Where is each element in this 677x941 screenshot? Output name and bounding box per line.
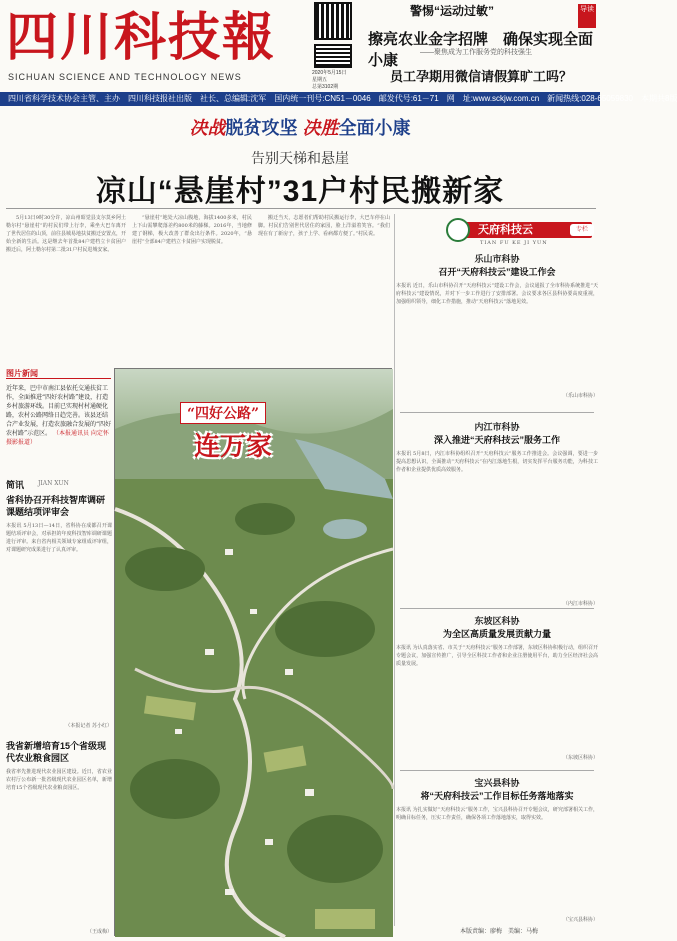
slogan-word-3: 决胜 xyxy=(302,118,339,139)
article-byline: （东坡区科协） xyxy=(562,755,598,761)
cloud-logo-icon xyxy=(446,218,470,242)
promo-headline-3[interactable] xyxy=(390,66,572,85)
article-body: 本报讯 近日，乐山市科协召开“天府科技云”建设工作会，会议通报了全市科协系统推进“天府科技云”建设情况，并对下一步工作进行了安排部署。会议要求各区县科协要高度重视，加强组织领导，细化工作措施，推动“天府科技云”落地见效。 xyxy=(396,283,598,305)
issue-number: 总第3102期 xyxy=(312,84,339,90)
article-body: 本报讯 为认真落实省、市关于“天府科技云”服务工作部署，东坡区科协积极行动，组织召开专题会议，加强宣传推广，引导全区科技工作者和企业注册使用平台，助力全区经济社会高质量发展。 xyxy=(396,645,598,667)
divider xyxy=(6,378,111,379)
lead-paragraph: “悬崖村”地处大凉山腹地，海拔1400多米，村民上下山需攀爬落差约800米的藤梯。2016年，当地修建了钢梯，极大改善了群众出行条件。2020年，“悬崖村”全部84户建档立卡贫困户实现脱贫。 xyxy=(132,215,252,245)
article-title: 召开“天府科技云”建设工作会 xyxy=(438,267,556,277)
article-body: 本报讯 5月8日，内江市科协组织召开“天府科技云”服务工作推进会。会议强调，要进一步提高思想认识，全面推动“天府科技云”在内江落地生根，切实发挥平台服务功能，为科技工作者和企业提供优质高效服务。 xyxy=(396,451,598,473)
photo-title-line-1: “四好公路” xyxy=(180,402,266,424)
brief-body: 本报讯 5月13日—14日，省科协在成都召开课题结项评审会，对承担的年度科技智库调研课题进行评审。来自省内相关领域专家组成评审组，对课题研究成果进行了认真评审。 xyxy=(6,523,112,553)
sidebar-article xyxy=(396,252,598,399)
promo-text: 员工孕期用微信请假算旷工吗？ xyxy=(390,69,573,84)
photo-title-line-2: 连万家 xyxy=(194,432,273,462)
masthead-meta xyxy=(312,70,368,91)
lead-paragraph: 搬迁当天，志愿者们帮助村民搬运行李，大巴车停在山脚。村民们告别世代居住的家园，脸上洋溢着笑容。“我们现在有了新房子，孩子上学、看病都方便了。”村民说。 xyxy=(258,215,390,237)
article-byline: （内江市科协） xyxy=(562,601,598,607)
page-footer: 本版责编：廖梅 美编：马梅 xyxy=(460,929,539,935)
lead-headline: 凉山“悬崖村”31户村民搬新家 xyxy=(95,175,505,208)
photo-caption xyxy=(6,384,112,474)
brief-item xyxy=(6,494,112,729)
caption-credit: （本报通讯员 向定怀 摄影报道） xyxy=(6,430,109,446)
article-source: 宝兴县科协 xyxy=(474,778,520,788)
brief-byline: （王成梅） xyxy=(86,929,112,935)
masthead-subtitle: SICHUAN SCIENCE AND TECHNOLOGY NEWS xyxy=(8,72,242,82)
article-source: 内江市科协 xyxy=(474,422,520,432)
photo-news-label: 图片新闻 xyxy=(6,369,38,378)
qr-code-icon xyxy=(314,2,352,40)
brief-title: 省科协召开科技智库调研课题结项评审会 xyxy=(6,495,106,517)
issue-date: 2020年5月15日 xyxy=(312,70,347,76)
sidebar-article xyxy=(396,776,598,923)
column-tag: 专栏 xyxy=(570,224,594,236)
promo-text: 警惕“运动过敏” xyxy=(410,4,495,18)
guide-badge: 导读 xyxy=(578,4,596,28)
article-source: 东坡区科协 xyxy=(474,616,520,626)
caption-text: 近年来，巴中市南江县依托交通扶贫工作，全面推进“四好农村路”建设，打造乡村旅游环线。目前已实现村村通硬化路，农村公路网络日趋完善。该县还结合产业发展，打造农旅融合发展的“四好农村路”示范区。 xyxy=(6,385,112,437)
slogan-word-1: 决战 xyxy=(189,118,226,139)
brief-title: 我省新增培育15个省级现代农业粮食园区 xyxy=(6,741,107,763)
divider xyxy=(400,608,594,609)
briefs-header: 简讯 xyxy=(6,480,25,490)
promo-headline-1[interactable] xyxy=(410,2,494,19)
lead-column-3 xyxy=(258,214,390,364)
sidebar-article xyxy=(396,420,598,607)
column-rule xyxy=(394,214,395,926)
article-body: 本报讯 为扎实做好“天府科技云”服务工作，宝兴县科协召开专题会议，研究部署相关工作，明确目标任务，压实工作责任，确保各项工作落地落实，取得实效。 xyxy=(396,807,598,821)
lead-column-1 xyxy=(6,214,126,364)
sidebar-article xyxy=(396,614,598,761)
promo-subline: ——聚焦成为工作服务党的科技强生 xyxy=(420,49,532,56)
article-byline: （宝兴县科协） xyxy=(562,917,598,923)
article-title: 为全区高质量发展贡献力量 xyxy=(442,629,551,639)
brief-body: 我省率先推进现代农业园区建设。近日，省农业农村厅公布新一批省级现代农业园区名单，新增培育15个省级现代农业粮食园区。 xyxy=(6,769,112,791)
briefs-header-en: JIAN XUN xyxy=(38,480,69,487)
tianfu-banner-en: TIAN FU KE JI YUN xyxy=(480,240,548,246)
divider xyxy=(400,770,594,771)
brief-item xyxy=(6,740,112,935)
article-source: 乐山市科协 xyxy=(474,254,520,264)
lead-column-2 xyxy=(132,214,252,364)
issue-weekday: 星期五 xyxy=(312,77,328,83)
article-title: 将“天府科技云”工作目标任务落地落实 xyxy=(420,791,574,801)
campaign-slogan xyxy=(0,114,600,140)
masthead-title: 四川科技報 xyxy=(6,7,277,68)
barcode-icon xyxy=(314,44,352,68)
slogan-word-2: 脱贫攻坚 xyxy=(225,118,298,138)
slogan-word-4: 全面小康 xyxy=(338,118,411,138)
divider xyxy=(400,412,594,413)
article-byline: （乐山市科协） xyxy=(562,393,598,399)
lead-paragraph: 5月13日9时30分许，凉山州昭觉县支尔莫乡阿土勒尔村“悬崖村”的村民们带上行李，乘坐大巴车离开了世代居住的山顶，前往县城易地扶贫搬迁安置点，开始全新的生活。这是继去年首批84户建档立卡贫困户搬迁后，阿土勒尔村第二批31户村民进城安家。 xyxy=(6,215,127,253)
brief-byline: （本报记者 苏小红） xyxy=(65,723,112,729)
promo-text: 擦亮农业金字招牌 确保实现全面小康 xyxy=(368,31,594,69)
lead-kicker: 告别天梯和悬崖 xyxy=(251,150,349,166)
publisher-bar: 四川省科学技术协会主管、主办 四川科技报社出版 社长、总编辑:沈军 国内统一刊号:CN51－0046 邮发代号:61－71 网 址:www.sckjw.com.cn 新闻热线:028-65059830 本期共8版 xyxy=(0,92,600,106)
divider xyxy=(6,208,596,209)
tianfu-banner: 天府科技云 xyxy=(452,222,592,238)
article-title: 深入推进“天府科技云”服务工作 xyxy=(433,435,560,445)
